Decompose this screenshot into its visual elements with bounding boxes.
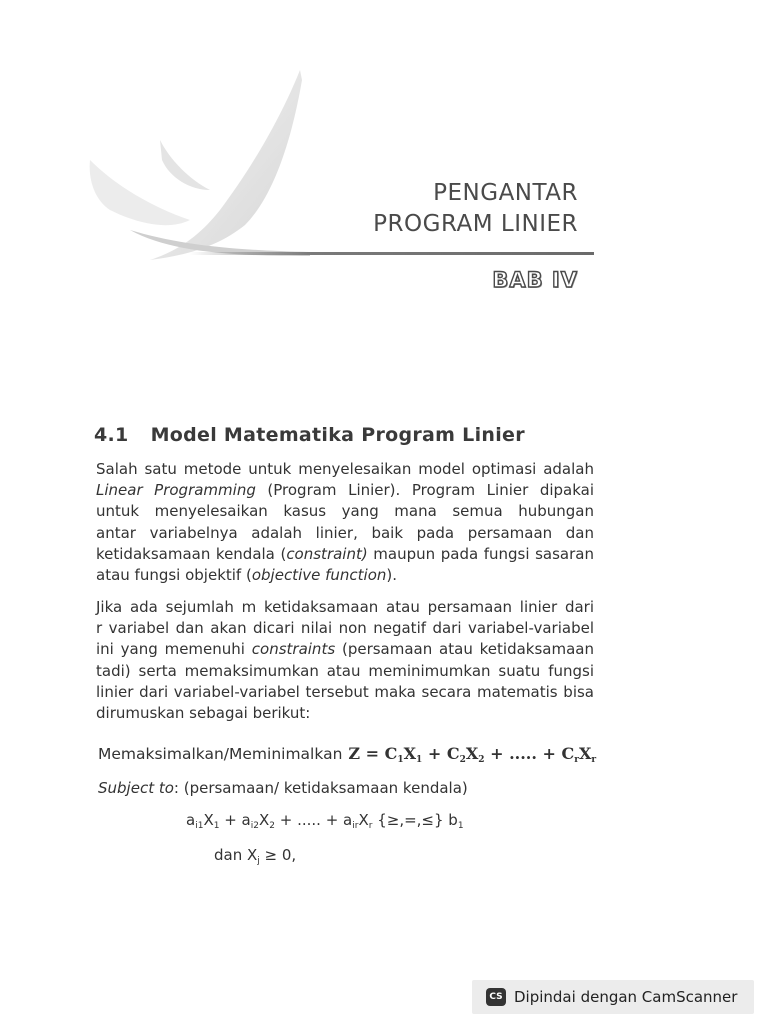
splash-decoration — [70, 60, 330, 280]
paragraph-line: r variabel dan akan dicari nilai non negatif dari variabel-variabel — [96, 619, 594, 638]
objective-function — [98, 744, 596, 765]
paragraph-line: Jika ada sejumlah m ketidaksamaan atau persamaan linier dari — [96, 598, 594, 616]
paragraph-1 — [96, 459, 594, 586]
subject-to-line — [98, 779, 468, 797]
subject-to-label: Subject to — [98, 779, 174, 797]
paragraph-line: untuk menyelesaikan kasus yang mana semua hubungan — [96, 502, 594, 521]
title-divider — [190, 252, 594, 255]
paragraph-line: tadi) serta memaksimumkan atau meminimumkan suatu fungsi — [96, 661, 594, 680]
objective-label: Memaksimalkan/Meminimalkan — [98, 745, 343, 763]
section-number: 4.1 — [94, 424, 129, 446]
paragraph-line: Salah satu metode untuk menyelesaikan model optimasi adalah — [96, 460, 594, 478]
objective-expression: $Z = C_1X_1 + C_2X_2$ + ..... + $C_rX_r$ — [348, 744, 597, 765]
paragraph-line: Linear Programming (Program Linier). Program Linier dipakai — [96, 481, 595, 500]
camscanner-watermark — [472, 980, 754, 1014]
section-title: Model Matematika Program Linier — [150, 424, 525, 446]
constraint-expression: $a_{i1}X_1 + a_{i2}X_2$ + ..... + $a_{ir}X_r$ {≥,=,≤} $b_1$ — [186, 811, 464, 831]
section-heading — [94, 424, 525, 446]
nonnegativity-expression: dan $X_j \ge 0$, — [214, 846, 297, 866]
paragraph-line: ini yang memenuhi constraints (persamaan atau ketidaksamaan — [96, 640, 594, 659]
chapter-title — [373, 178, 578, 240]
paragraph-line: linier dari variabel-variabel tersebut maka secara matematis bisa — [96, 682, 594, 701]
subject-to-text: : (persamaan/ ketidaksamaan kendala) — [173, 779, 468, 797]
paragraph-line: atau fungsi objektif (objective function). — [96, 566, 398, 585]
watermark-text: Dipindai dengan CamScanner — [514, 988, 738, 1006]
camscanner-icon: CS — [486, 988, 506, 1006]
paragraph-line: ketidaksamaan kendala (constraint) maupun pada fungsi sasaran — [96, 544, 594, 563]
paragraph-line: dirumuskan sebagai berikut: — [96, 704, 311, 723]
paragraph-2 — [96, 597, 594, 724]
chapter-number: BAB IV — [492, 268, 578, 292]
chapter-title-line1: PENGANTAR — [433, 180, 578, 206]
chapter-title-line2: PROGRAM LINIER — [373, 211, 578, 237]
paragraph-line: antar variabelnya adalah linier, baik pada persamaan dan — [96, 523, 594, 542]
